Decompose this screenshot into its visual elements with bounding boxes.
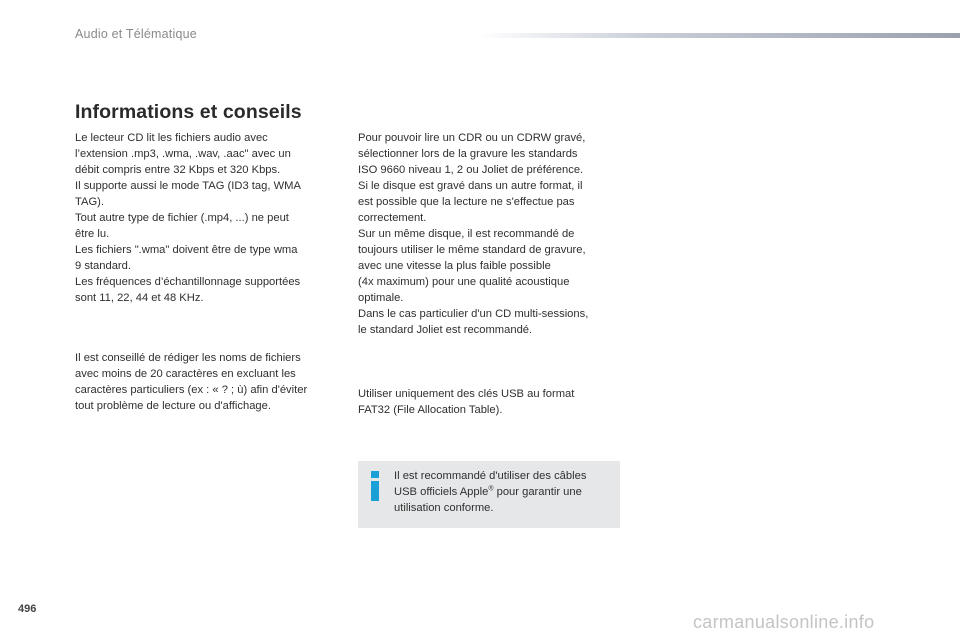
- left-paragraph-formats: [75, 130, 335, 306]
- text-line: tout problème de lecture ou d'affichage.: [75, 400, 271, 412]
- text-line: toujours utiliser le même standard de gravure,: [358, 244, 586, 256]
- text-line: Les fichiers ".wma" doivent être de type wma: [75, 244, 298, 256]
- header-title: Audio et Télématique: [75, 27, 197, 41]
- text-line: Tout autre type de fichier (.mp4, ...) ne peut: [75, 212, 289, 224]
- info-note-text: [394, 468, 616, 516]
- registered-mark: ®: [488, 485, 494, 493]
- text-line: TAG).: [75, 196, 105, 208]
- right-paragraph-usb: [358, 386, 618, 418]
- text-segment: pour garantir une: [493, 486, 582, 498]
- text-line: Pour pouvoir lire un CDR ou un CDRW gravé,: [358, 132, 586, 144]
- text-line: 9 standard.: [75, 260, 131, 272]
- text-line: Il supporte aussi le mode TAG (ID3 tag, WMA: [75, 180, 301, 192]
- text-line: Dans le cas particulier d'un CD multi-sessions,: [358, 308, 589, 320]
- text-line: avec une vitesse la plus faible possible: [358, 260, 551, 272]
- text-line: Il est conseillé de rédiger les noms de fichiers: [75, 352, 301, 364]
- text-line: Les fréquences d’échantillonnage supportées: [75, 276, 301, 288]
- info-note-box: [358, 461, 620, 528]
- text-line: [394, 484, 616, 500]
- header-decorative-bar: [478, 33, 960, 38]
- text-line: sont 11, 22, 44 et 48 KHz.: [75, 292, 204, 304]
- text-line: FAT32 (File Allocation Table).: [358, 404, 503, 416]
- right-paragraph-burning: [358, 130, 623, 338]
- text-line: optimale.: [358, 292, 404, 304]
- text-line: Si le disque est gravé dans un autre format, il: [358, 180, 583, 192]
- text-line: Le lecteur CD lit les fichiers audio avec: [75, 132, 268, 144]
- info-icon: [368, 471, 382, 501]
- text-line: avec moins de 20 caractères en excluant les: [75, 368, 296, 380]
- section-title: Informations et conseils: [75, 101, 302, 123]
- text-line: (4x maximum) pour une qualité acoustique: [358, 276, 570, 288]
- text-line: Utiliser uniquement des clés USB au format: [358, 388, 575, 400]
- text-line: Sur un même disque, il est recommandé de: [358, 228, 575, 240]
- text-line: caractères particuliers (ex : « ? ; ù) afin d'éviter: [75, 384, 308, 396]
- text-segment: USB officiels Apple: [394, 486, 489, 498]
- text-line: sélectionner lors de la gravure les standards: [358, 148, 578, 160]
- text-line: débit compris entre 32 Kbps et 320 Kbps.: [75, 164, 281, 176]
- watermark: carmanualsonline.info: [693, 612, 875, 632]
- text-line: correctement.: [358, 212, 427, 224]
- text-line: est possible que la lecture ne s'effectue pas: [358, 196, 575, 208]
- text-line: Il est recommandé d'utiliser des câbles: [394, 470, 587, 482]
- left-paragraph-filenames: [75, 350, 340, 414]
- text-line: le standard Joliet est recommandé.: [358, 324, 533, 336]
- text-line: l’extension .mp3, .wma, .wav, .aac" avec un: [75, 148, 291, 160]
- text-line: utilisation conforme.: [394, 502, 494, 514]
- text-line: ISO 9660 niveau 1, 2 ou Joliet de préférence.: [358, 164, 584, 176]
- page-number: 496: [18, 603, 37, 615]
- text-line: être lu.: [75, 228, 110, 240]
